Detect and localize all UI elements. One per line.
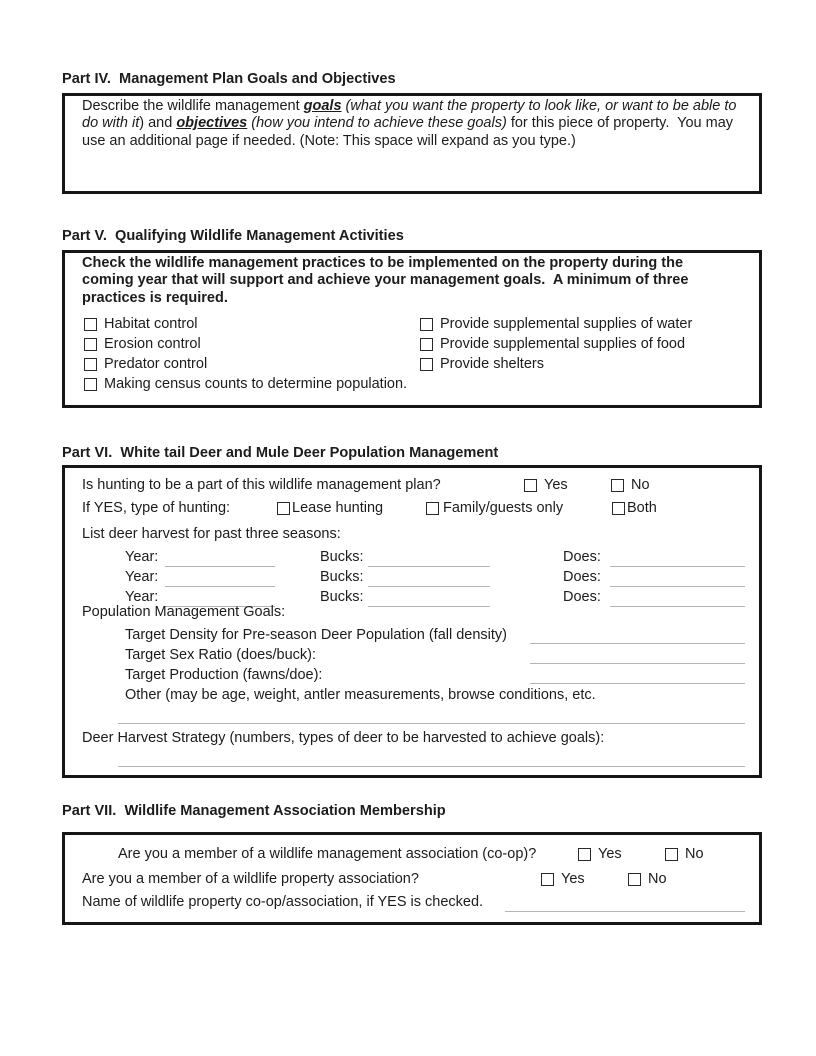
checkbox-icon[interactable] [420,338,433,351]
goals-term: goals [303,98,342,114]
bucks-label: Bucks: [320,569,364,585]
part7-heading: Part VII. Wildlife Management Association Membership [62,803,446,819]
target-production-label: Target Production (fawns/doe): [125,667,323,683]
bucks-label: Bucks: [320,589,364,605]
strategy-label: Deer Harvest Strategy (numbers, types of deer to be harvested to achieve goals): [82,730,605,746]
checkbox-icon[interactable] [524,479,537,492]
shelters-checkbox-group[interactable] [420,355,544,373]
objectives-term: objectives [176,115,248,132]
checkbox-label: Habitat control [104,316,198,332]
year-input-line-2[interactable] [165,586,275,587]
hunting-type-label: If YES, type of hunting: [82,500,231,516]
bucks-input-line-2[interactable] [368,586,490,587]
census-counts-checkbox-group[interactable] [84,375,407,393]
instruction-segment: ) and [139,115,177,132]
instruction-segment: (how you intend to achieve these goals) [247,115,507,132]
checkbox-icon[interactable] [612,502,625,515]
checkbox-label: Provide supplemental supplies of food [440,336,686,352]
checkbox-icon[interactable] [84,358,97,371]
water-supplies-checkbox-group[interactable] [420,315,692,333]
harvest-intro: List deer harvest for past three seasons: [82,526,341,542]
coop-yes-checkbox-group[interactable] [578,845,622,863]
part5-heading: Part V. Qualifying Wildlife Management Activities [62,228,404,244]
target-sex-ratio-input-line[interactable] [530,663,745,664]
checkbox-icon[interactable] [84,338,97,351]
other-label: Other (may be age, weight, antler measurements, browse conditions, etc. [125,687,596,703]
target-density-label: Target Density for Pre-season Deer Population (fall density) [125,627,508,643]
checkbox-icon[interactable] [420,358,433,371]
year-label: Year: [125,589,159,605]
does-label: Does: [563,589,601,605]
habitat-control-checkbox-group[interactable] [84,315,198,333]
part5-instructions: Check the wildlife management practices to be implemented on the property during the coming year that will support and achieve your management goals. A minimum of three practices is required. [82,255,693,306]
checkbox-label: Lease hunting [292,500,384,516]
does-label: Does: [563,569,601,585]
association-name-input-line[interactable] [505,911,745,912]
checkbox-label: Yes [598,846,622,862]
target-sex-ratio-label: Target Sex Ratio (does/buck): [125,647,317,663]
bucks-label: Bucks: [320,549,364,565]
checkbox-label: No [631,477,650,493]
part6-box [62,465,762,778]
strategy-input-line[interactable] [118,766,745,767]
checkbox-label: Making census counts to determine population. [104,376,408,392]
checkbox-icon[interactable] [420,318,433,331]
checkbox-icon[interactable] [84,378,97,391]
checkbox-label: No [648,871,667,887]
erosion-control-checkbox-group[interactable] [84,335,201,353]
checkbox-icon[interactable] [628,873,641,886]
checkbox-label: Yes [544,477,568,493]
checkbox-label: Provide shelters [440,356,544,372]
association-name-label: Name of wildlife property co-op/association, if YES is checked. [82,894,484,910]
part5-box [62,250,762,408]
bucks-input-line-1[interactable] [368,566,490,567]
does-label: Does: [563,549,601,565]
coop-question: Are you a member of a wildlife management association (co-op)? [118,846,537,862]
predator-control-checkbox-group[interactable] [84,355,207,373]
checkbox-label: Erosion control [104,336,201,352]
checkbox-label: No [685,846,704,862]
checkbox-icon[interactable] [541,873,554,886]
part6-heading: Part VI. White tail Deer and Mule Deer Population Management [62,445,499,461]
part4-instructions [82,98,748,150]
checkbox-icon[interactable] [84,318,97,331]
checkbox-label: Both [627,500,657,516]
checkbox-label: Provide supplemental supplies of water [440,316,693,332]
checkbox-icon[interactable] [578,848,591,861]
hunting-question: Is hunting to be a part of this wildlife management plan? [82,477,441,493]
does-input-line-3[interactable] [610,606,745,607]
instruction-segment: for this piece of property. You may use an additional page if needed. (Note: This space will expand as you type.) [82,115,738,149]
lease-hunting-checkbox-group[interactable] [277,499,383,517]
checkbox-label: Predator control [104,356,208,372]
target-production-input-line[interactable] [530,683,745,684]
checkbox-label: Yes [561,871,585,887]
year-label: Year: [125,549,159,565]
checkbox-icon[interactable] [426,502,439,515]
checkbox-icon[interactable] [611,479,624,492]
hunting-yes-checkbox-group[interactable] [524,476,568,494]
coop-no-checkbox-group[interactable] [665,845,704,863]
does-input-line-1[interactable] [610,566,745,567]
family-guests-checkbox-group[interactable] [426,499,563,517]
year-label: Year: [125,569,159,585]
property-question: Are you a member of a wildlife property association? [82,871,419,887]
other-input-line[interactable] [118,723,745,724]
both-checkbox-group[interactable] [612,499,657,517]
property-no-checkbox-group[interactable] [628,870,667,888]
year-input-line-1[interactable] [165,566,275,567]
instruction-segment: Describe the wildlife management [82,98,304,114]
checkbox-label: Family/guests only [443,500,564,516]
goals-objectives-entry[interactable] [82,154,742,186]
part4-heading: Part IV. Management Plan Goals and Objectives [62,71,396,87]
hunting-no-checkbox-group[interactable] [611,476,650,494]
does-input-line-2[interactable] [610,586,745,587]
target-density-input-line[interactable] [530,643,745,644]
property-yes-checkbox-group[interactable] [541,870,585,888]
checkbox-icon[interactable] [277,502,290,515]
checkbox-icon[interactable] [665,848,678,861]
food-supplies-checkbox-group[interactable] [420,335,685,353]
instruction-segment: (what you want the property to look like, or want to be able to do with it [82,98,741,132]
bucks-input-line-3[interactable] [368,606,490,607]
part4-box [62,93,762,194]
part7-box [62,832,762,925]
goals-heading: Population Management Goals: [82,604,286,620]
